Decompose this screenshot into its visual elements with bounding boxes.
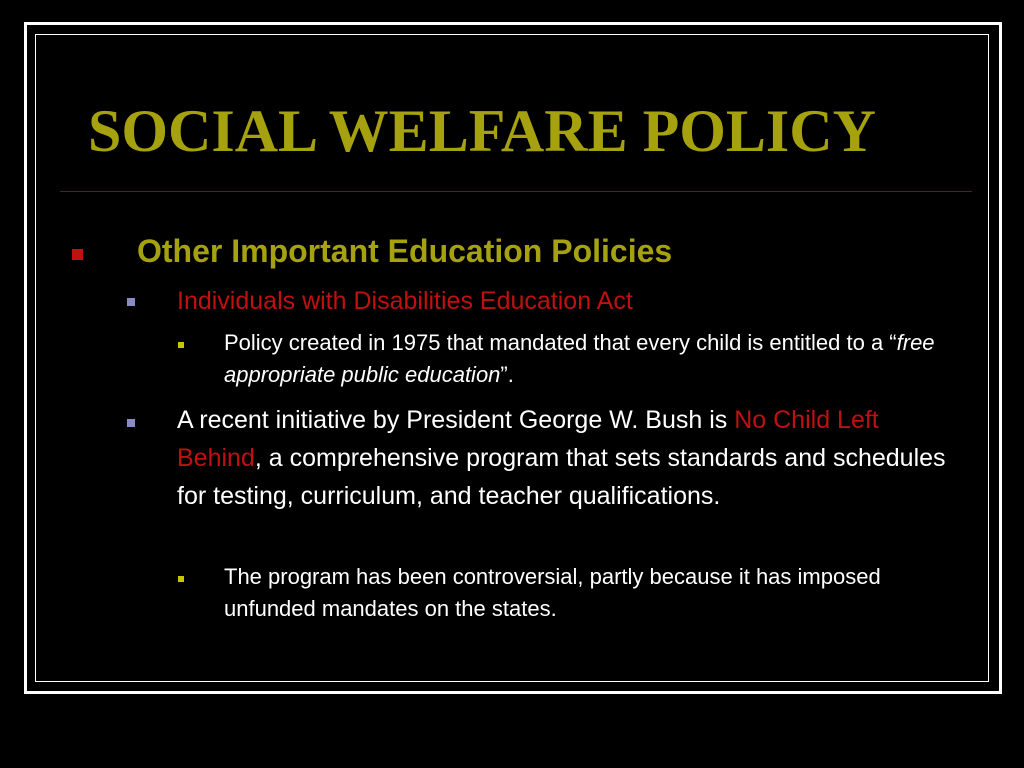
act-name: Individuals with Disabilities Education Act [177, 287, 633, 315]
initiative-program-name: No Child Left Behind [177, 406, 879, 472]
act-detail-text: Policy created in 1975 that mandated that every child is entitled to a “ [224, 330, 897, 355]
act-detail-emphasis: free appropriate public education [224, 330, 935, 387]
title-divider [60, 191, 972, 192]
act-detail [224, 327, 964, 391]
section-heading: Other Important Education Policies [137, 233, 673, 269]
initiative-text [177, 401, 952, 515]
level3-bullet-icon [178, 576, 184, 582]
initiative-description: , a comprehensive program that sets standards and schedules for testing, curriculum, and teacher qualifications. [177, 444, 946, 510]
initiative-lead: A recent initiative by President George W. Bush is [177, 406, 735, 434]
level1-bullet-icon [72, 249, 83, 260]
level2-bullet-icon [127, 298, 135, 306]
initiative-note: The program has been controversial, partly because it has imposed unfunded mandates on the states. [224, 564, 881, 621]
level3-bullet-icon [178, 342, 184, 348]
level2-bullet-icon [127, 419, 135, 427]
act-detail-end: ”. [500, 362, 514, 387]
slide-title: SOCIAL WELFARE POLICY [88, 98, 876, 164]
